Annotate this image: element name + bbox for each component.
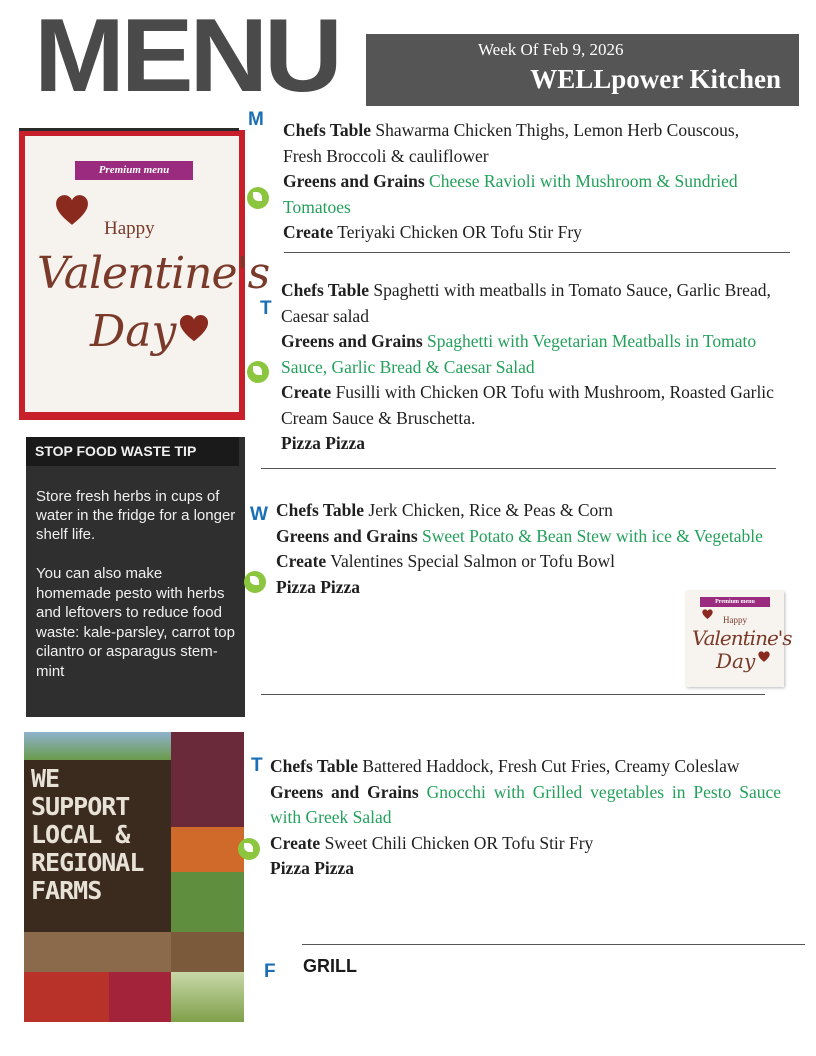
create-dish: Valentines Special Salmon or Tofu Bowl [330, 551, 615, 571]
day-letter-tuesday: T [260, 298, 272, 319]
create-label: Create [276, 551, 327, 571]
farm-photo-potatoes [171, 932, 244, 972]
greens-grains-label: Greens and Grains [276, 525, 418, 546]
farm-slogan-line: SUPPORT [31, 792, 130, 821]
chefs-table-label: Chefs Table [276, 500, 365, 520]
day-text: Day [90, 306, 177, 357]
happy-text: Happy [104, 218, 155, 239]
chefs-table-dish: Jerk Chicken, Rice & Peas & Corn [368, 500, 613, 520]
week-of-date: Week Of Feb 9, 2026 [478, 40, 624, 59]
farm-slogan-line: FARMS [31, 876, 102, 905]
header-bar [366, 34, 799, 106]
greens-grains-label: Greens and Grains [283, 171, 425, 191]
farm-photo-roots [24, 932, 171, 972]
create-label: Create [281, 382, 332, 402]
greens-grains-label: Greens and Grains [270, 781, 419, 802]
farm-slogan-line: REGIONAL [31, 848, 144, 877]
day-letter-friday: F [264, 961, 276, 982]
farm-photo-tomatoes [24, 972, 109, 1022]
heart-icon [55, 194, 89, 228]
farm-photo-beets [171, 732, 244, 827]
chefs-table-dish: Spaghetti with meatballs in Tomato Sauce, Garlic Bread, Caesar salad [281, 280, 771, 326]
vegetarian-icon [247, 361, 269, 383]
chefs-table-label: Chefs Table [270, 756, 359, 776]
grill-station: GRILL [303, 956, 357, 976]
food-waste-tip [26, 437, 245, 717]
valentines-text: Valentine's [692, 626, 792, 650]
valentines-text: Valentine's [37, 248, 270, 299]
chefs-table-label: Chefs Table [281, 280, 370, 300]
section-divider [261, 694, 765, 695]
day-menu-wednesday [276, 498, 776, 600]
farm-slogan-line: LOCAL & [31, 820, 130, 849]
chefs-table-dish: Shawarma Chicken Thighs, Lemon Herb Couscous, Fresh Broccoli & cauliflower [283, 120, 740, 166]
section-divider [284, 252, 790, 253]
vegetarian-icon [238, 838, 260, 860]
happy-text: Happy [723, 615, 747, 625]
heart-icon [758, 651, 770, 663]
day-letter-monday: M [248, 109, 264, 130]
greens-grains-dish: Spaghetti with Vegetarian Meatballs in Tomato Sauce, Garlic Bread & Caesar Salad [281, 331, 757, 377]
greens-grains-dish: Cheese Ravioli with Mushroom & Sundried Tomatoes [283, 171, 738, 217]
kitchen-name: WELLpower Kitchen [530, 64, 781, 94]
day-menu-thursday [270, 754, 781, 882]
create-label: Create [283, 222, 334, 242]
farm-photo-carrots [171, 827, 244, 872]
chefs-table-dish: Battered Haddock, Fresh Cut Fries, Creamy Coleslaw [362, 756, 740, 776]
heart-icon [702, 609, 713, 620]
farm-slogan [31, 765, 171, 905]
pizza-station: Pizza Pizza [276, 576, 361, 597]
farm-photo-field [24, 732, 171, 760]
valentine-card-small [686, 591, 792, 687]
premium-menu-badge: Premium menu [75, 161, 193, 180]
menu-title: MENU [34, 0, 339, 114]
create-dish: Teriyaki Chicken OR Tofu Stir Fry [337, 222, 582, 242]
local-farms-poster [24, 732, 244, 1022]
farm-photo-garden [171, 872, 244, 932]
premium-menu-badge: Premium menu [700, 597, 770, 607]
greens-grains-dish: Sweet Potato & Bean Stew with ice & Vegetable [422, 525, 763, 546]
day-menu-monday [283, 118, 763, 246]
valentine-card-inner [25, 136, 270, 412]
vegetarian-icon [247, 187, 269, 209]
tip-paragraph-1: Store fresh herbs in cups of water in the fridge for a longer shelf life. [36, 488, 236, 543]
greens-grains-label: Greens and Grains [281, 331, 423, 351]
greens-grains-dish: Gnocchi with Grilled vegetables in Pesto Sauce with Greek Salad [270, 781, 782, 827]
tip-title: STOP FOOD WASTE TIP [26, 437, 239, 466]
day-text: Day [716, 649, 756, 673]
farm-photo-meadow [171, 972, 244, 1022]
farm-slogan-line: WE [31, 764, 60, 793]
pizza-station: Pizza Pizza [281, 433, 366, 453]
tip-paragraph-2: You can also make homemade pesto with herbs and leftovers to reduce food waste: kale-parsley, carrot top cilantro or asparagus stem-mint [36, 565, 235, 680]
create-dish: Fusilli with Chicken OR Tofu with Mushroom, Roasted Garlic Cream Sauce & Bruschetta. [281, 382, 774, 428]
card-top-line [19, 128, 239, 131]
section-divider [261, 468, 776, 469]
day-letter-thursday: T [251, 755, 263, 776]
day-letter-wednesday: W [250, 504, 268, 525]
chefs-table-label: Chefs Table [283, 120, 372, 140]
vegan-icon [244, 571, 266, 593]
valentine-card [19, 130, 270, 420]
create-label: Create [270, 832, 321, 853]
section-divider [302, 944, 805, 945]
create-dish: Sweet Chili Chicken OR Tofu Stir Fry [324, 832, 594, 853]
day-menu-tuesday [281, 278, 781, 457]
pizza-station: Pizza Pizza [270, 858, 355, 878]
heart-icon [179, 314, 209, 344]
farm-photo-radishes [109, 972, 171, 1022]
